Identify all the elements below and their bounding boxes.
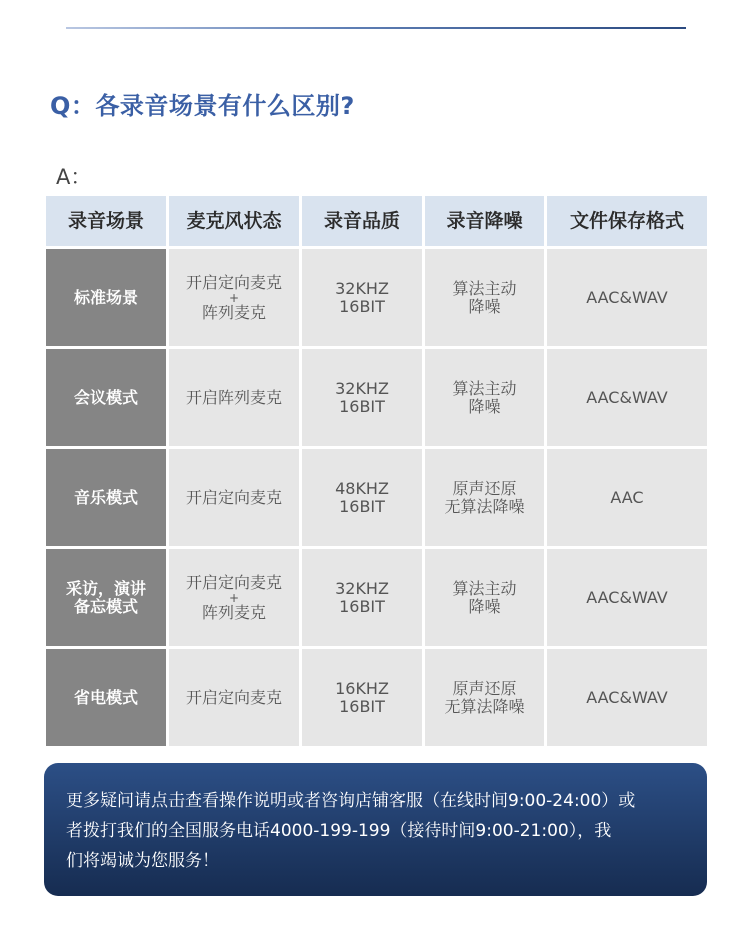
- sample-rate: 16KHZ: [335, 678, 389, 698]
- header-scene: 录音场景: [46, 196, 166, 246]
- mic-status-cell: [169, 549, 299, 646]
- nr-line: 无算法降噪: [444, 496, 525, 516]
- scene-label: [46, 549, 166, 646]
- bit-depth: 16BIT: [339, 596, 385, 616]
- table-row: [46, 349, 707, 449]
- file-format-cell: AAC&WAV: [547, 649, 707, 746]
- top-divider: [66, 27, 686, 29]
- nr-line: 原声还原: [452, 478, 517, 498]
- mic-line: 开启定向麦克: [185, 272, 282, 292]
- header-quality: 录音品质: [302, 196, 422, 246]
- noise-reduction-cell: [425, 649, 544, 746]
- mic-line: 阵列麦克: [201, 302, 266, 322]
- nr-line: 原声还原: [452, 678, 517, 698]
- notice-line: 们将竭诚为您服务！: [66, 851, 219, 871]
- table-row: [46, 449, 707, 549]
- answer-label: A：: [56, 165, 92, 189]
- table-row: [46, 649, 707, 749]
- table-row: [46, 249, 707, 349]
- sample-rate: 32KHZ: [335, 378, 389, 398]
- mic-status-cell: 开启定向麦克: [169, 449, 299, 546]
- scene-label: 会议模式: [46, 349, 166, 446]
- nr-line: 降噪: [468, 296, 501, 316]
- bit-depth: 16BIT: [339, 696, 385, 716]
- scene-label-line: 备忘模式: [73, 596, 138, 616]
- table-header-row: [46, 196, 707, 249]
- question-heading: Q：各录音场景有什么区别?: [50, 92, 355, 120]
- scene-label: 音乐模式: [46, 449, 166, 546]
- quality-cell: [302, 449, 422, 546]
- recording-scene-table: [46, 196, 707, 749]
- bit-depth: 16BIT: [339, 396, 385, 416]
- quality-cell: [302, 649, 422, 746]
- bit-depth: 16BIT: [339, 296, 385, 316]
- notice-line: 更多疑问请点击查看操作说明或者咨询店铺客服（在线时间9:00-24:00）或: [66, 791, 636, 811]
- header-mic-status: 麦克风状态: [169, 196, 299, 246]
- file-format-cell: AAC&WAV: [547, 549, 707, 646]
- scene-label: 省电模式: [46, 649, 166, 746]
- quality-cell: [302, 349, 422, 446]
- nr-line: 算法主动: [452, 578, 517, 598]
- sample-rate: 48KHZ: [335, 478, 389, 498]
- mic-line: 开启定向麦克: [185, 572, 282, 592]
- file-format-cell: AAC&WAV: [547, 249, 707, 346]
- scene-label-line: 采访，演讲: [65, 578, 146, 598]
- noise-reduction-cell: [425, 249, 544, 346]
- nr-line: 无算法降噪: [444, 696, 525, 716]
- nr-line: 算法主动: [452, 378, 517, 398]
- notice-line: 者拨打我们的全国服务电话4000-199-199（接待时间9:00-21:00），我: [66, 821, 612, 841]
- customer-service-notice: [44, 763, 707, 896]
- file-format-cell: AAC&WAV: [547, 349, 707, 446]
- sample-rate: 32KHZ: [335, 578, 389, 598]
- nr-line: 算法主动: [452, 278, 517, 298]
- quality-cell: [302, 249, 422, 346]
- quality-cell: [302, 549, 422, 646]
- mic-plus: +: [228, 590, 240, 605]
- mic-status-cell: 开启阵列麦克: [169, 349, 299, 446]
- mic-status-cell: 开启定向麦克: [169, 649, 299, 746]
- nr-line: 降噪: [468, 596, 501, 616]
- header-noise-reduction: 录音降噪: [425, 196, 544, 246]
- sample-rate: 32KHZ: [335, 278, 389, 298]
- nr-line: 降噪: [468, 396, 501, 416]
- table-row: [46, 549, 707, 649]
- bit-depth: 16BIT: [339, 496, 385, 516]
- mic-status-cell: [169, 249, 299, 346]
- noise-reduction-cell: [425, 349, 544, 446]
- file-format-cell: AAC: [547, 449, 707, 546]
- scene-label: 标准场景: [46, 249, 166, 346]
- noise-reduction-cell: [425, 449, 544, 546]
- noise-reduction-cell: [425, 549, 544, 646]
- header-file-format: 文件保存格式: [547, 196, 707, 246]
- mic-plus: +: [228, 290, 240, 305]
- mic-line: 阵列麦克: [201, 602, 266, 622]
